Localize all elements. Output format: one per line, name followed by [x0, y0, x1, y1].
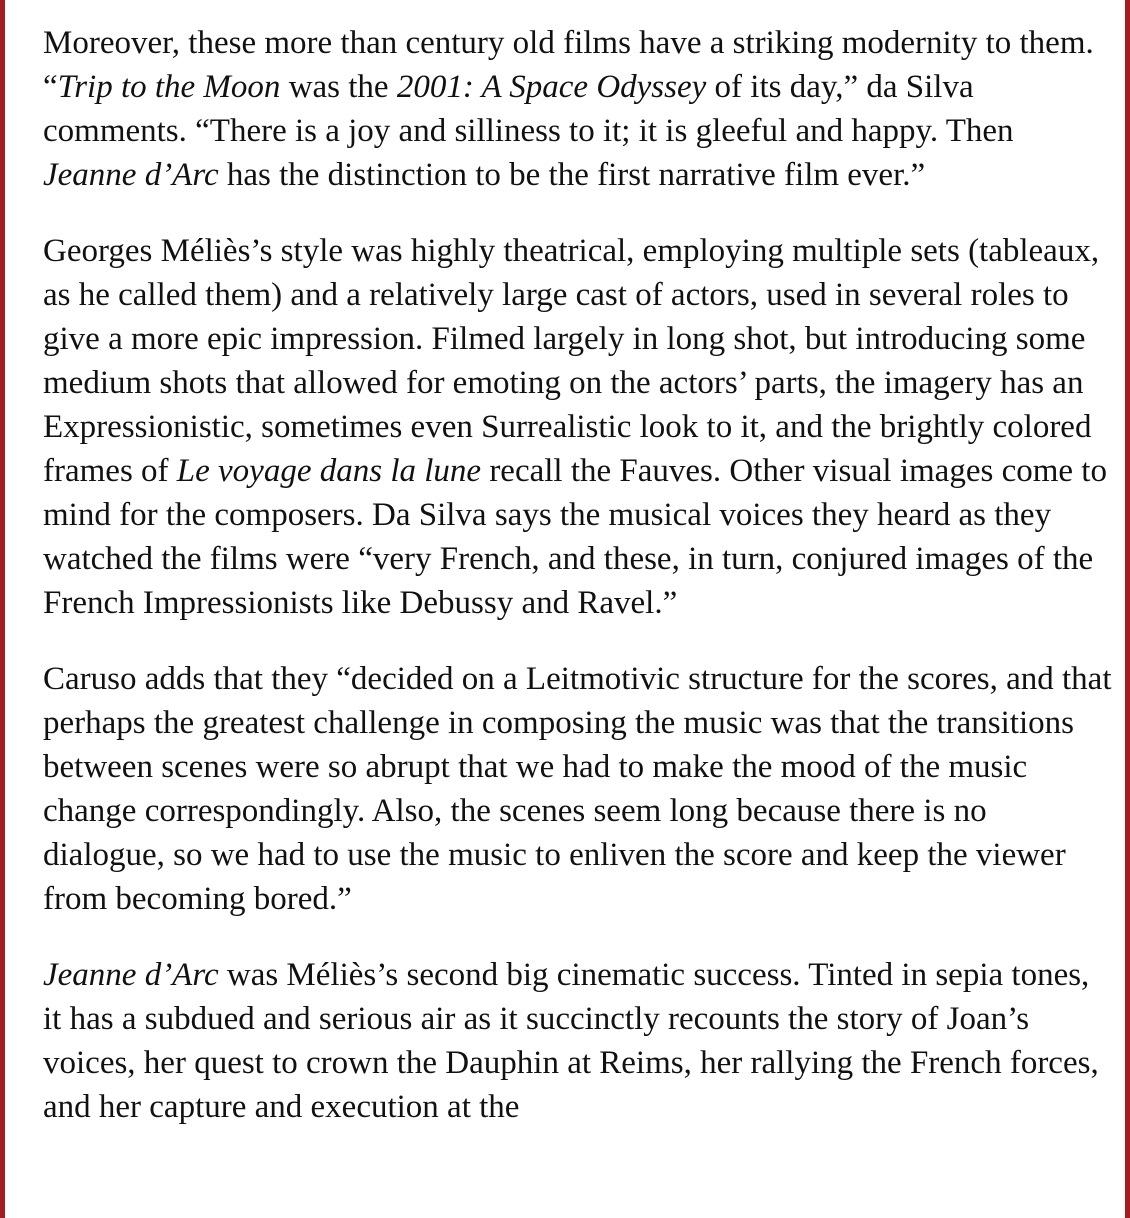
paragraph-1-text-3: of its day,” da Silva comments. “There is a joy and silliness to it; it is gleeful and happy. Then: [43, 69, 1014, 149]
film-title-2001: 2001: A Space Odyssey: [396, 69, 707, 105]
film-title-jeanne-darc: Jeanne d’Arc: [43, 157, 219, 193]
paragraph-1: [43, 21, 1115, 197]
paragraph-1-text-1: Moreover, these more than century old films have a striking modernity to them. “: [43, 25, 1094, 105]
paragraph-2: [43, 229, 1115, 625]
paragraph-4-text-1: was Méliès’s second big cinematic success. Tinted in sepia tones, it has a subdued and serious air as it succinctly recounts the story of Joan’s voices, her quest to crown the Dauphin at Reims, her rallying the French forces, and her capture and execution at the: [43, 957, 1099, 1125]
paragraph-2-text-1: Georges Méliès’s style was highly theatrical, employing multiple sets (tableaux, as he called them) and a relatively large cast of actors, used in several roles to give a more epic impression. Filmed largely in long shot, but introducing some medium shots that allowed for emoting on the actors’ parts, the imagery has an Expressionistic, sometimes even Surrealistic look to it, and the brightly colored frames of: [43, 233, 1100, 489]
film-title-trip-to-the-moon: Trip to the Moon: [57, 69, 281, 105]
article-body: [43, 21, 1115, 1161]
paragraph-1-text-4: has the distinction to be the first narrative film ever.”: [218, 157, 926, 193]
film-title-jeanne-darc-2: Jeanne d’Arc: [43, 957, 219, 993]
film-title-le-voyage-dans-la-lune: Le voyage dans la lune: [176, 453, 482, 489]
paragraph-1-text-2: was the: [280, 69, 397, 105]
paragraph-2-text-2: recall the Fauves. Other visual images come to mind for the composers. Da Silva says the musical voices they heard as they watched the films were “very French, and these, in turn, conjured images of the French Impressionists like Debussy and Ravel.”: [43, 453, 1107, 621]
paragraph-4: [43, 953, 1115, 1129]
paragraph-3-text-1: Caruso adds that they “decided on a Leitmotivic structure for the scores, and that perhaps the greatest challenge in composing the music was that the transitions between scenes were so abrupt that we had to make the mood of the music change correspondingly. Also, the scenes seem long because there is no dialogue, so we had to use the music to enliven the score and keep the viewer from becoming bored.”: [43, 661, 1112, 917]
paragraph-3: [43, 657, 1115, 921]
